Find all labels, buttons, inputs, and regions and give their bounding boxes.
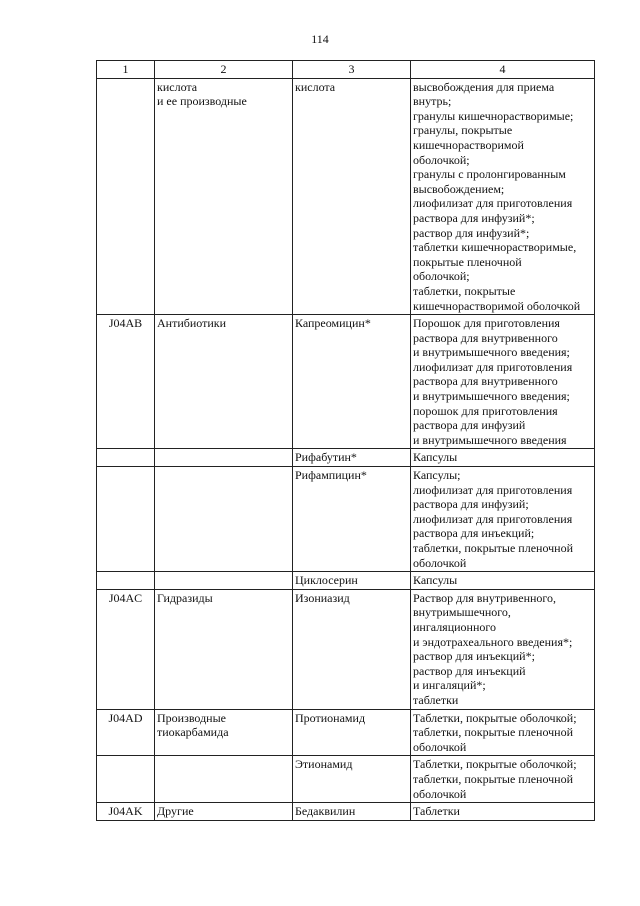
- dosage-forms-cell: [411, 572, 595, 590]
- substance-line: Рифампицин*: [295, 468, 367, 483]
- header-col-1: 1: [97, 61, 155, 79]
- group-cell: [155, 589, 293, 709]
- substance-line: Бедаквилин: [295, 804, 356, 819]
- dosage-forms-line: лиофилизат для приготовления: [413, 511, 573, 526]
- dosage-forms-line: оболочкой: [413, 555, 467, 570]
- dosage-forms-line: раствора для внутривенного: [413, 374, 558, 389]
- dosage-forms-cell: [411, 756, 595, 803]
- table-row: [97, 449, 595, 467]
- atc-code-cell: [97, 467, 155, 572]
- dosage-forms-line: и внутримышечного введения;: [413, 345, 570, 360]
- dosage-forms-line: таблетки: [413, 692, 459, 707]
- substance-line: Рифабутин*: [295, 450, 357, 465]
- substance-cell: [293, 589, 411, 709]
- dosage-forms-line: раствора для инъекций;: [413, 526, 535, 541]
- dosage-forms-cell: [411, 78, 595, 315]
- dosage-forms-cell: [411, 315, 595, 449]
- dosage-forms-line: раствора для внутривенного: [413, 330, 558, 345]
- dosage-forms-cell: [411, 803, 595, 821]
- dosage-forms-line: и эндотрахеального введения*;: [413, 634, 573, 649]
- dosage-forms-line: лиофилизат для приготовления: [413, 482, 573, 497]
- header-col-4: 4: [411, 61, 595, 79]
- group-line: тиокарбамида: [157, 725, 229, 740]
- dosage-forms-line: раствора для инфузий*;: [413, 210, 535, 225]
- group-cell: [155, 78, 293, 315]
- substance-cell: [293, 78, 411, 315]
- group-line: Другие: [157, 804, 194, 819]
- table-body: [97, 78, 595, 820]
- dosage-forms-line: и внутримышечного введения;: [413, 389, 570, 404]
- dosage-forms-line: Таблетки: [413, 804, 460, 819]
- dosage-forms-line: таблетки, покрытые: [413, 283, 516, 298]
- group-cell: [155, 803, 293, 821]
- group-line: кислота: [157, 79, 198, 94]
- substance-cell: [293, 803, 411, 821]
- dosage-forms-line: высвобождения для приема: [413, 79, 555, 94]
- substance-line: Циклосерин: [295, 573, 358, 588]
- dosage-forms-line: ингаляционного: [413, 619, 497, 634]
- dosage-forms-line: внутрь;: [413, 94, 452, 109]
- substance-cell: [293, 572, 411, 590]
- atc-code-cell: J04AK: [97, 803, 155, 821]
- dosage-forms-line: Таблетки, покрытые оболочкой;: [413, 710, 577, 725]
- table-row: [97, 467, 595, 572]
- dosage-forms-line: и ингаляций*;: [413, 678, 486, 693]
- dosage-forms-line: лиофилизат для приготовления: [413, 196, 573, 211]
- atc-code-cell: J04AC: [97, 589, 155, 709]
- group-line: Производные: [157, 710, 226, 725]
- dosage-forms-cell: [411, 467, 595, 572]
- dosage-forms-line: гранулы с пролонгированным: [413, 167, 566, 182]
- dosage-forms-line: Порошок для приготовления: [413, 316, 560, 331]
- dosage-forms-line: раствора для инфузий: [413, 418, 526, 433]
- header-col-3: 3: [293, 61, 411, 79]
- page-number: 114: [311, 32, 329, 46]
- dosage-forms-line: гранулы, покрытые: [413, 123, 513, 138]
- header-col-2: 2: [155, 61, 293, 79]
- dosage-forms-line: Капсулы: [413, 450, 458, 465]
- group-line: и ее производные: [157, 94, 247, 109]
- dosage-forms-line: раствор для инфузий*;: [413, 225, 530, 240]
- atc-code-cell: [97, 572, 155, 590]
- dosage-forms-line: таблетки, покрытые пленочной: [413, 541, 574, 555]
- dosage-forms-cell: [411, 709, 595, 756]
- dosage-forms-line: внутримышечного,: [413, 605, 511, 620]
- table-row: [97, 709, 595, 756]
- substance-cell: [293, 315, 411, 449]
- dosage-forms-line: кишечнорастворимой: [413, 137, 524, 152]
- dosage-forms-line: оболочкой: [413, 739, 467, 754]
- substance-cell: [293, 756, 411, 803]
- dosage-forms-line: оболочкой: [413, 786, 467, 801]
- group-line: Гидразиды: [157, 590, 213, 605]
- dosage-forms-line: оболочкой;: [413, 269, 470, 284]
- dosage-forms-cell: [411, 589, 595, 709]
- dosage-forms-line: оболочкой;: [413, 152, 470, 167]
- dosage-forms-line: порошок для приготовления: [413, 403, 558, 418]
- group-cell: [155, 756, 293, 803]
- dosage-forms-line: таблетки, покрытые пленочной: [413, 771, 574, 786]
- dosage-forms-line: Капсулы;: [413, 468, 461, 483]
- dosage-forms-line: таблетки кишечнорастворимые,: [413, 240, 577, 255]
- atc-code-cell: J04AD: [97, 709, 155, 756]
- table-row: [97, 78, 595, 315]
- dosage-forms-line: высвобождением;: [413, 181, 505, 196]
- table-row: [97, 756, 595, 803]
- substance-line: Капреомицин*: [295, 316, 371, 331]
- dosage-forms-line: таблетки, покрытые пленочной: [413, 725, 574, 740]
- group-cell: [155, 572, 293, 590]
- substance-cell: [293, 449, 411, 467]
- dosage-forms-line: Капсулы: [413, 573, 458, 588]
- dosage-forms-line: и внутримышечного введения: [413, 432, 567, 447]
- substance-line: Изониазид: [295, 590, 350, 605]
- dosage-forms-line: Раствор для внутривенного,: [413, 590, 557, 605]
- dosage-forms-line: раствора для инфузий;: [413, 497, 529, 512]
- substance-cell: [293, 709, 411, 756]
- dosage-forms-line: покрытые пленочной: [413, 254, 522, 269]
- substance-line: Протионамид: [295, 710, 366, 725]
- group-line: Антибиотики: [157, 316, 227, 331]
- group-cell: [155, 467, 293, 572]
- table-row: [97, 803, 595, 821]
- substance-line: кислота: [295, 79, 336, 94]
- dosage-forms-line: гранулы кишечнорастворимые;: [413, 108, 574, 123]
- group-cell: [155, 709, 293, 756]
- dosage-forms-line: раствор для инъекций: [413, 663, 526, 678]
- dosage-forms-line: раствор для инъекций*;: [413, 649, 535, 664]
- table-row: [97, 589, 595, 709]
- group-cell: [155, 449, 293, 467]
- dosage-forms-cell: [411, 449, 595, 467]
- table-row: [97, 315, 595, 449]
- dosage-forms-line: Таблетки, покрытые оболочкой;: [413, 757, 577, 772]
- dosage-forms-line: лиофилизат для приготовления: [413, 359, 573, 374]
- atc-code-cell: [97, 78, 155, 315]
- substance-cell: [293, 467, 411, 572]
- atc-code-cell: J04AB: [97, 315, 155, 449]
- header-row: [97, 61, 595, 79]
- dosage-forms-line: кишечнорастворимой оболочкой: [413, 298, 581, 313]
- table-row: [97, 572, 595, 590]
- atc-code-cell: [97, 449, 155, 467]
- substance-line: Этионамид: [295, 757, 353, 772]
- atc-code-cell: [97, 756, 155, 803]
- group-cell: [155, 315, 293, 449]
- drug-table: [96, 60, 595, 821]
